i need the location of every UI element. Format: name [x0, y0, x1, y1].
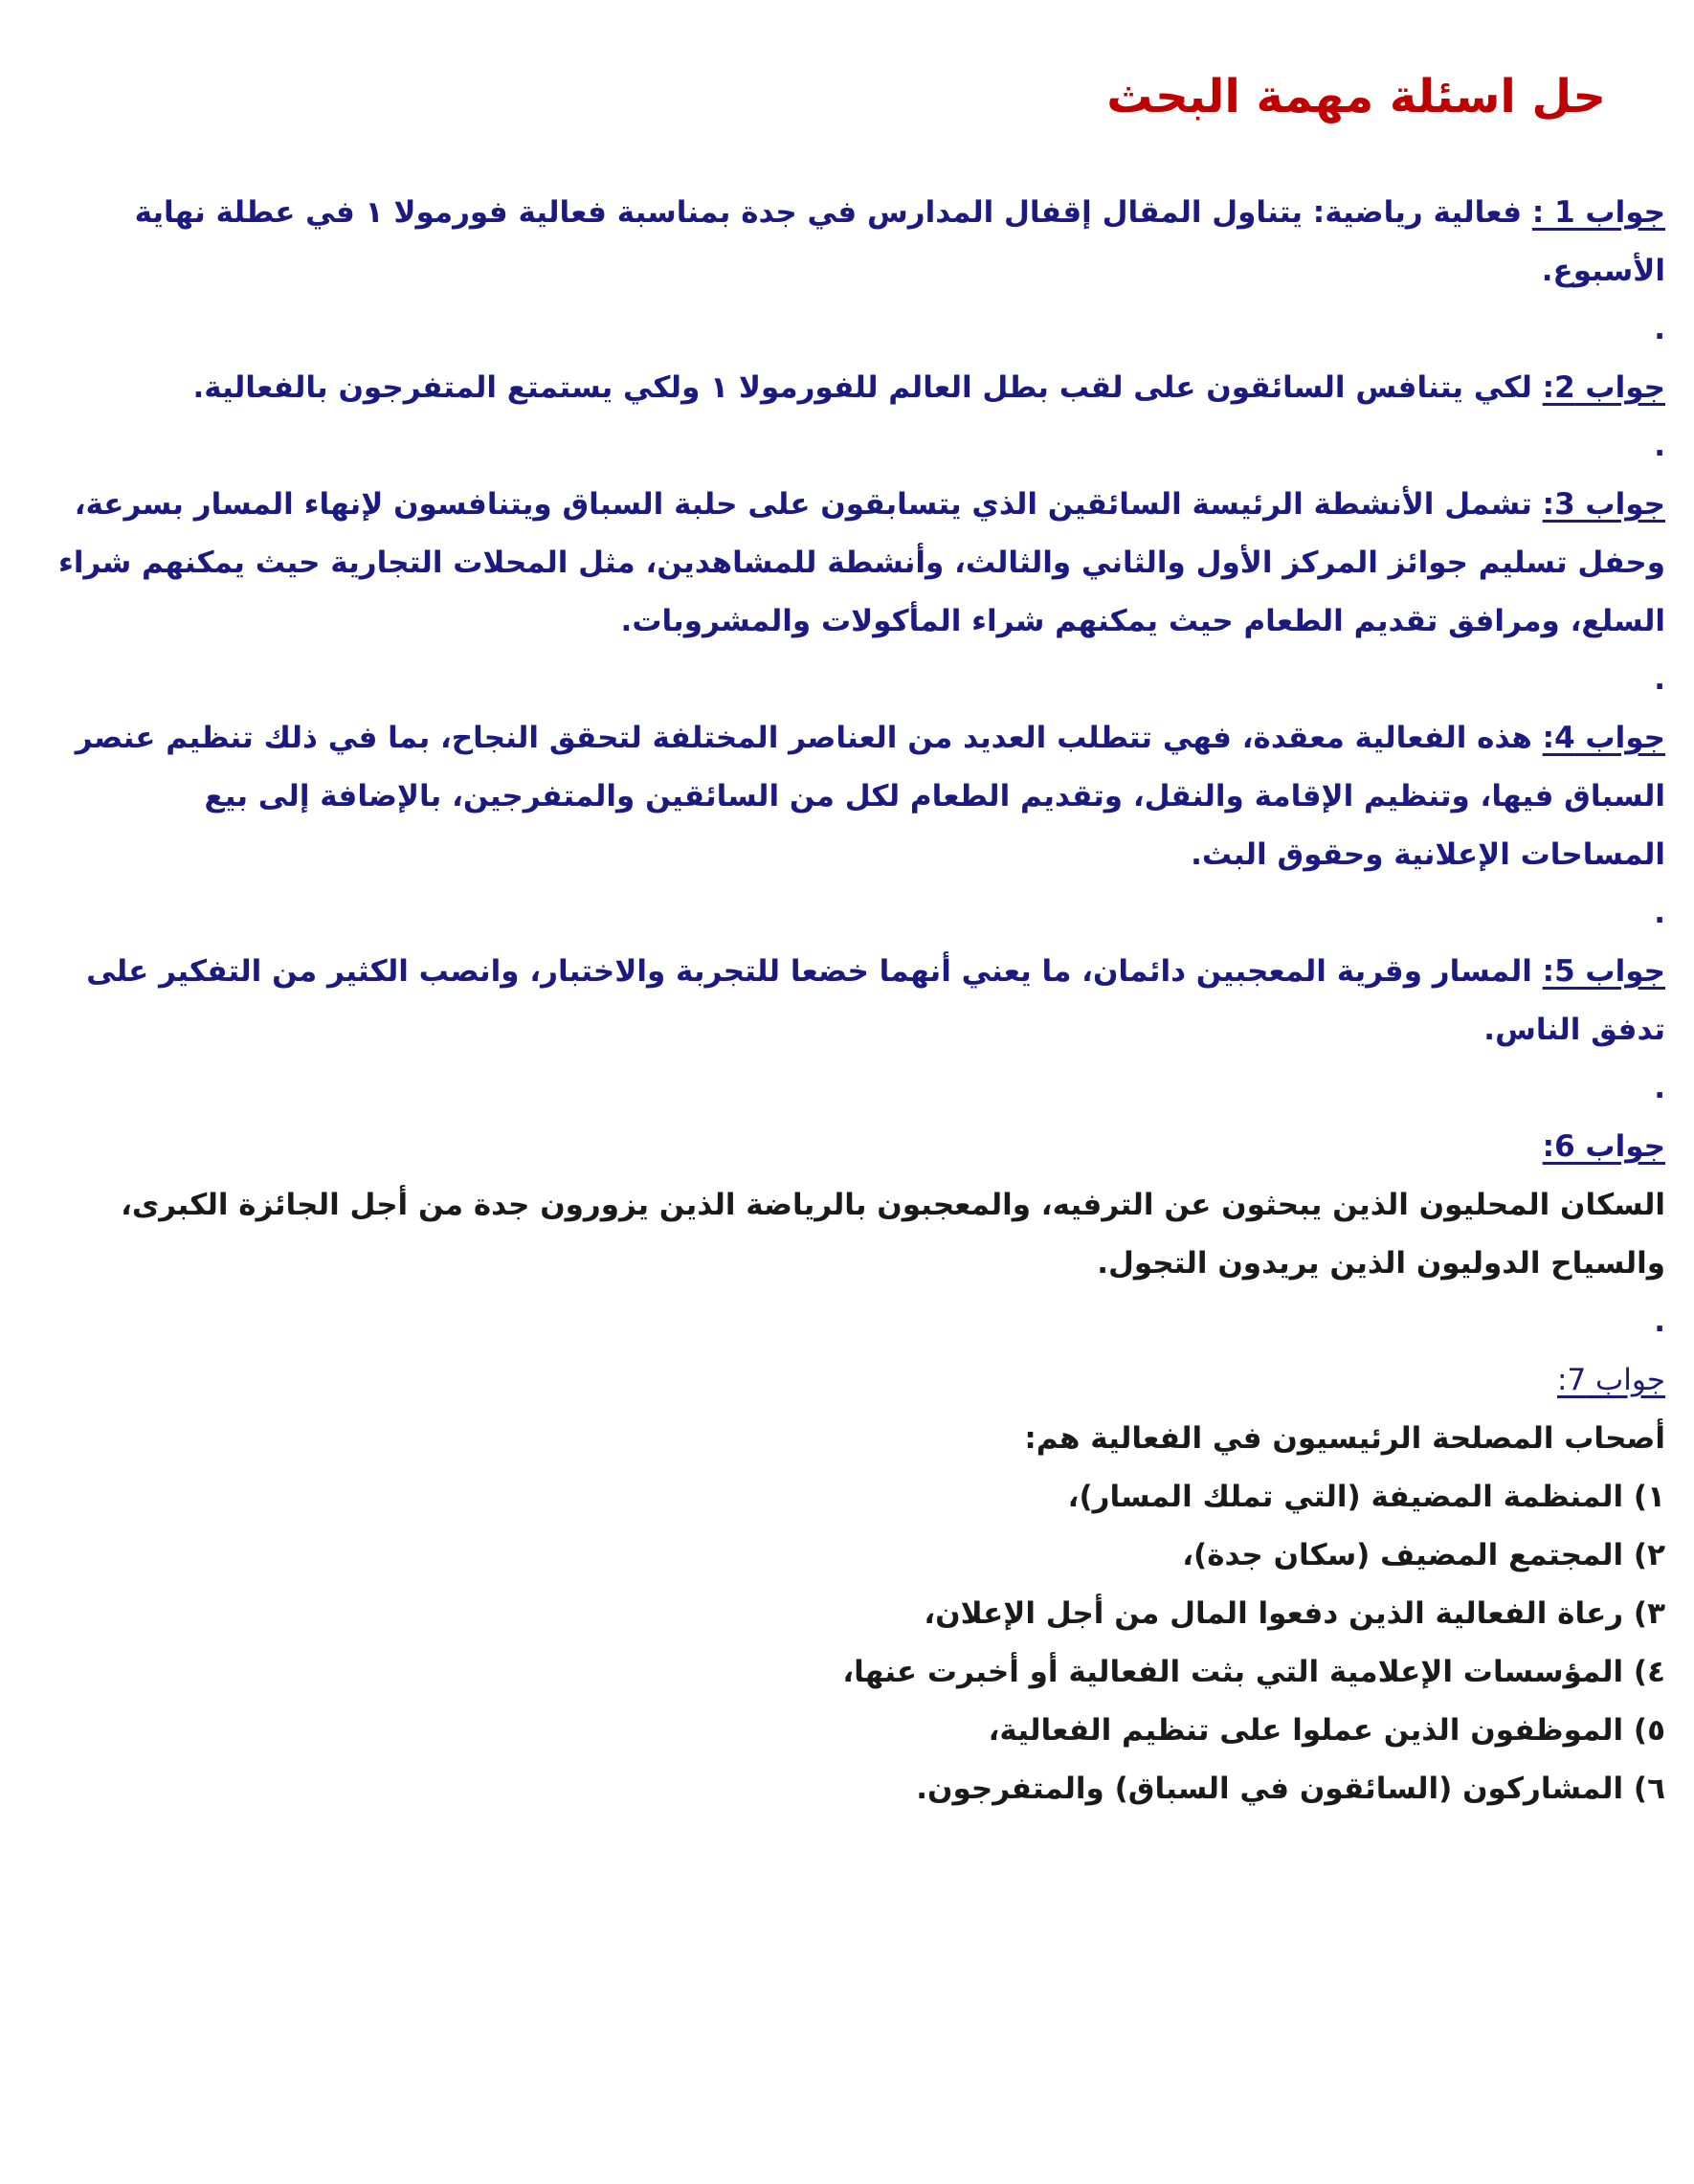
separator-dot: . — [1654, 662, 1665, 697]
answer-6-text: السكان المحليون الذين يبحثون عن الترفيه، والمعجبون بالرياضة الذين يزورون جدة من أجل الجائزة الكبرى، والسياح الدوليون الذين يريدون التجول. — [121, 1188, 1665, 1281]
answer-5 — [53, 943, 1665, 1059]
answer-4 — [53, 709, 1665, 884]
separator-dot: . — [1654, 896, 1665, 930]
answer-4-label: جواب 4: — [1542, 721, 1665, 755]
answer-7-intro: أصحاب المصلحة الرئيسيون في الفعالية هم: — [1024, 1421, 1665, 1456]
answer-1-label: جواب 1 : — [1531, 195, 1665, 230]
answer-5-label: جواب 5: — [1542, 954, 1665, 989]
answer-2-label: جواب 2: — [1542, 370, 1665, 405]
stakeholder-item: ٥) الموظفون الذين عملوا على تنظيم الفعالية، — [988, 1713, 1665, 1748]
stakeholder-item: ٢) المجتمع المضيف (سكان جدة)، — [1182, 1538, 1665, 1572]
answer-4-text: هذه الفعالية معقدة، فهي تتطلب العديد من العناصر المختلفة لتحقق النجاح، بما في ذلك تنظيم عنصر السباق فيها، وتنظيم الإقامة والنقل، وتقديم الطعام لكل من السائقين والمتفرجين، بالإضافة إلى بيع المساحات الإعلانية وحقوق البث. — [75, 721, 1665, 872]
answer-3-text: تشمل الأنشطة الرئيسة السائقين الذي يتسابقون على حلبة السباق ويتنافسون لإنهاء المسار بسرعة، وحفل تسليم جوائز المركز الأول والثاني والثالث، وأنشطة للمشاهدين، مثل المحلات التجارية حيث يمكنهم شراء السلع، ومرافق تقديم الطعام حيث يمكنهم شراء المأكولات والمشروبات. — [57, 487, 1665, 638]
separator-dot: . — [1654, 429, 1665, 463]
separator-dot: . — [1654, 1071, 1665, 1105]
answer-6-heading — [53, 1118, 1665, 1176]
answer-6-label: جواب 6: — [1542, 1129, 1665, 1164]
stakeholder-item: ٤) المؤسسات الإعلامية التي بثت الفعالية أو أخبرت عنها، — [842, 1655, 1665, 1689]
answer-3-label: جواب 3: — [1542, 487, 1665, 522]
separator-dot: . — [1654, 1304, 1665, 1339]
stakeholder-item: ٦) المشاركون (السائقون في السباق) والمتفرجون. — [916, 1772, 1665, 1806]
page-title: حل اسئلة مهمة البحث — [1106, 70, 1606, 123]
answers-content — [53, 184, 1665, 1818]
answer-1 — [53, 184, 1665, 301]
answer-7-heading — [53, 1351, 1665, 1410]
answer-7-label: جواب 7: — [1556, 1363, 1665, 1397]
stakeholder-item: ٣) رعاة الفعالية الذين دفعوا المال من أجل الإعلان، — [924, 1596, 1665, 1631]
answer-3 — [53, 476, 1665, 651]
answer-2 — [53, 359, 1665, 417]
answer-2-text: لكي يتنافس السائقون على لقب بطل العالم للفورمولا ١ ولكي يستمتع المتفرجون بالفعالية. — [192, 370, 1543, 405]
answer-1-text: فعالية رياضية: يتناول المقال إقفال المدارس في جدة بمناسبة فعالية فورمولا ١ في عطلة نهاية الأسبوع. — [134, 195, 1665, 288]
separator-dot: . — [1654, 312, 1665, 346]
answer-5-text: المسار وقرية المعجبين دائمان، ما يعني أنهما خضعا للتجربة والاختبار، وانصب الكثير من التفكير على تدفق الناس. — [86, 954, 1665, 1047]
stakeholder-item: ١) المنظمة المضيفة (التي تملك المسار)، — [1067, 1480, 1665, 1514]
